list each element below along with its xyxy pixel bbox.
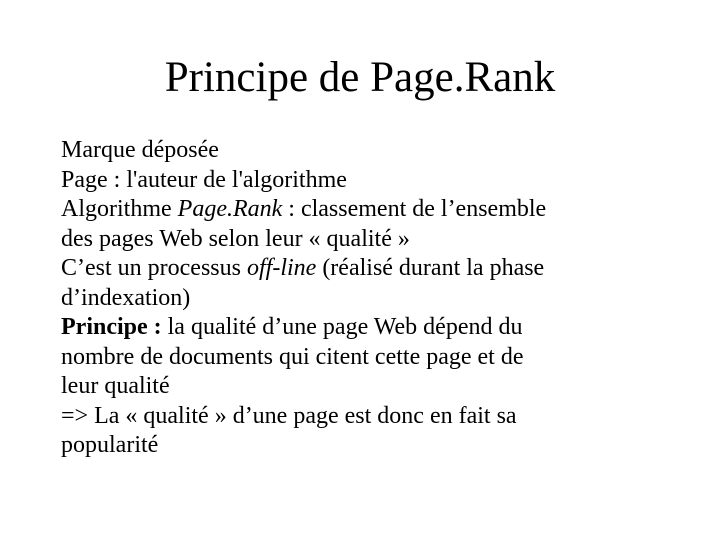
bullet-trademark-text: Marque déposée (61, 137, 219, 163)
bullet-principle-line2: nombre de documents qui citent cette page et de (61, 343, 524, 370)
bullet-page-author-text: Page : l'auteur de l'algorithme (61, 166, 347, 193)
bullet-principle-line3: leur qualité (61, 373, 170, 399)
bullet-page-author (61, 166, 661, 196)
bullet-principle-line1 (61, 313, 661, 343)
bullet-principle-line5: popularité (61, 432, 159, 458)
bullet-algorithm-rest: : classement de l’ensemble (282, 196, 547, 222)
bullet-principle (61, 313, 661, 461)
bullet-offline-emphasis: off-line (246, 255, 317, 281)
bullet-trademark (61, 136, 661, 166)
bullet-algorithm-prefix: Algorithme (61, 196, 178, 222)
bullet-algorithm (61, 195, 661, 254)
bullet-offline-line2: d’indexation) (61, 284, 191, 311)
bullet-algorithm-line1 (61, 195, 661, 225)
bullet-principle-label: Principe : (61, 314, 162, 340)
bullet-algorithm-line2: des pages Web selon leur « qualité » (61, 225, 410, 252)
slide-title: Principe de Page.Rank (164, 54, 556, 101)
bullet-offline-prefix: C’est un processus (61, 255, 247, 281)
bullet-principle-rest: la qualité d’une page Web dépend du (161, 314, 523, 340)
bullet-offline-process (61, 254, 661, 313)
bullet-principle-line4: => La « qualité » d’une page est donc en fait sa (61, 402, 517, 429)
bullet-offline-line1 (61, 254, 661, 284)
bullet-algorithm-pagerank-emphasis: Page.Rank (177, 196, 283, 222)
slide-body (61, 136, 661, 461)
bullet-offline-rest: (réalisé durant la phase (316, 255, 545, 281)
